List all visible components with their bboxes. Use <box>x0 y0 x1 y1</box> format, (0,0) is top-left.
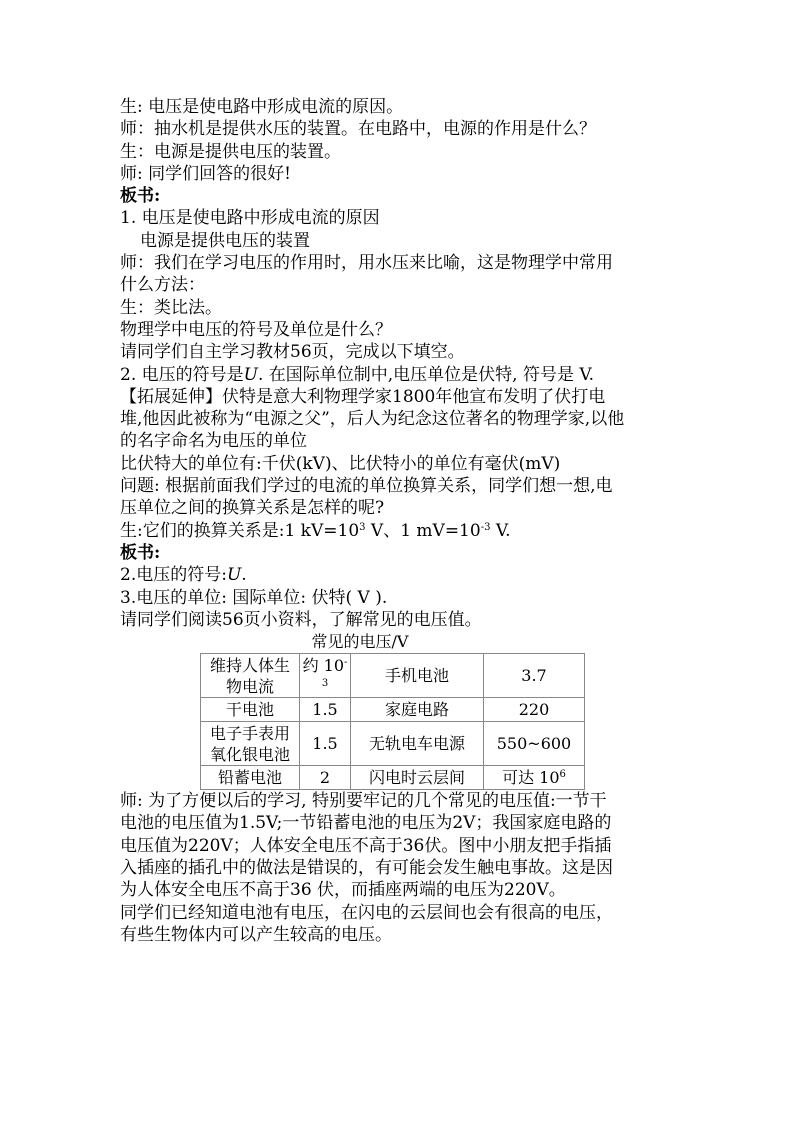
blackboard-item-1-cont: 电源是提供电压的装置 <box>140 230 310 251</box>
cell-pre: 约 10 <box>302 655 345 675</box>
question-conversion-a: 问题: 根据前面我们学过的电流的单位换算关系，同学们想一想,电 <box>120 476 613 497</box>
voltage-table <box>200 653 585 790</box>
blackboard-item-1: 1. 电压是使电路中形成电流的原因 <box>120 208 380 229</box>
table-row <box>201 698 585 722</box>
blackboard-item-2 <box>120 564 680 586</box>
table-cell: 3.7 <box>484 654 585 698</box>
fill-in-symbol <box>120 364 680 386</box>
conversion-mid: V、1 mV=10 <box>365 520 481 541</box>
table-cell: 550~600 <box>484 722 585 766</box>
table-cell: 220 <box>484 698 585 722</box>
conversion-sup-1: 3 <box>359 521 366 533</box>
symbol-u: U <box>243 364 258 385</box>
table-cell: 干电池 <box>201 698 300 722</box>
item-2-symbol: U <box>226 565 242 586</box>
table-cell: 2 <box>300 766 351 790</box>
cell-sup: 6 <box>559 769 566 781</box>
extension-line-a: 【拓展延伸】伏特是意大利物理学家1800年他宣布发明了伏打电 <box>120 386 606 407</box>
student-answer-3: 生：类比法。 <box>120 297 222 318</box>
teacher-praise: 师: 同学们回答的很好! <box>120 163 291 184</box>
teacher-question-2b: 什么方法： <box>120 275 205 296</box>
extension-line-c: 的名字命名为电压的单位 <box>120 431 307 452</box>
cell-pre: 可达 10 <box>502 768 560 788</box>
teacher-question-1: 师：抽水机是提供水压的装置。在电路中，电源的作用是什么？ <box>120 119 596 140</box>
table-cell: 手机电池 <box>351 654 484 698</box>
table-cell: 家庭电路 <box>351 698 484 722</box>
teacher-summary-e: 为人体安全电压不高于36 伏，而插座两端的电压为220V。 <box>120 880 566 901</box>
table-row <box>201 722 585 766</box>
blackboard-item-3: 3.电压的单位: 国际单位: 伏特( V ). <box>120 587 388 608</box>
table-cell: 铅蓄电池 <box>201 766 300 790</box>
conversion-pre: 生:它们的换算关系是:1 kV=10 <box>120 520 360 541</box>
extension-line-b: 堆,他因此被称为“电源之父”，后人为纪念这位著名的物理学家,以他 <box>120 409 625 430</box>
student-answer-2: 生：电源是提供电压的装置。 <box>120 141 341 162</box>
table-row <box>201 766 585 790</box>
table-row <box>201 654 585 698</box>
conversion-sup-2: -3 <box>480 521 491 533</box>
table-cell: 电子手表用氧化银电池 <box>201 722 300 766</box>
item-2-pre: 2.电压的符号: <box>120 565 227 586</box>
closing-a: 同学们已经知道电池有电压，在闪电的云层间也会有很高的电压， <box>120 902 613 923</box>
blackboard-heading-1: 板书: <box>120 186 161 207</box>
table-cell: 维持人体生物电流 <box>201 654 300 698</box>
question-conversion-b: 压单位之间的换算关系是怎样的呢? <box>120 498 385 519</box>
table-cell: 1.5 <box>300 698 351 722</box>
table-cell: 闪电时云层间 <box>351 766 484 790</box>
unit-sizes: 比伏特大的单位有:千伏(kV)、比伏特小的单位有毫伏(mV) <box>120 453 561 474</box>
conversion-post: V. <box>490 520 511 541</box>
item-2-post: . <box>241 565 247 586</box>
conversion-answer <box>120 520 680 542</box>
reading-instruction: 请同学们阅读56页小资料，了解常见的电压值。 <box>120 609 482 630</box>
fill-in-post: . 在国际单位制中,电压单位是伏特, 符号是 V. <box>257 364 595 385</box>
table-cell <box>300 654 351 698</box>
cell-sup: -3 <box>321 656 348 689</box>
table-cell: 无轨电车电源 <box>351 722 484 766</box>
self-study-instruction: 请同学们自主学习教材56页，完成以下填空。 <box>120 342 465 363</box>
teacher-question-2a: 师：我们在学习电压的作用时，用水压来比喻，这是物理学中常用 <box>120 253 613 274</box>
teacher-summary-a: 师: 为了方便以后的学习, 特别要牢记的几个常见的电压值:一节干 <box>120 791 607 812</box>
table-title: 常见的电压/V <box>311 632 409 652</box>
student-answer-1: 生: 电压是使电路中形成电流的原因。 <box>120 97 404 117</box>
table-cell: 1.5 <box>300 722 351 766</box>
document-body <box>120 96 680 946</box>
closing-b: 有些生物体内可以产生较高的电压。 <box>120 924 392 945</box>
fill-in-pre: 2. 电压的符号是 <box>120 364 244 385</box>
blackboard-heading-2: 板书: <box>120 542 161 563</box>
teacher-summary-d: 入插座的插孔中的做法是错误的，有可能会发生触电事故。这是因 <box>120 858 613 879</box>
question-symbol-unit: 物理学中电压的符号及单位是什么？ <box>120 319 392 340</box>
teacher-summary-c: 电压值为220V；人体安全电压不高于36伏。图中小朋友把手指插 <box>120 835 612 856</box>
table-cell <box>484 766 585 790</box>
teacher-summary-b: 电池的电压值为1.5V;一节铅蓄电池的电压为2V；我国家庭电路的 <box>120 813 612 834</box>
